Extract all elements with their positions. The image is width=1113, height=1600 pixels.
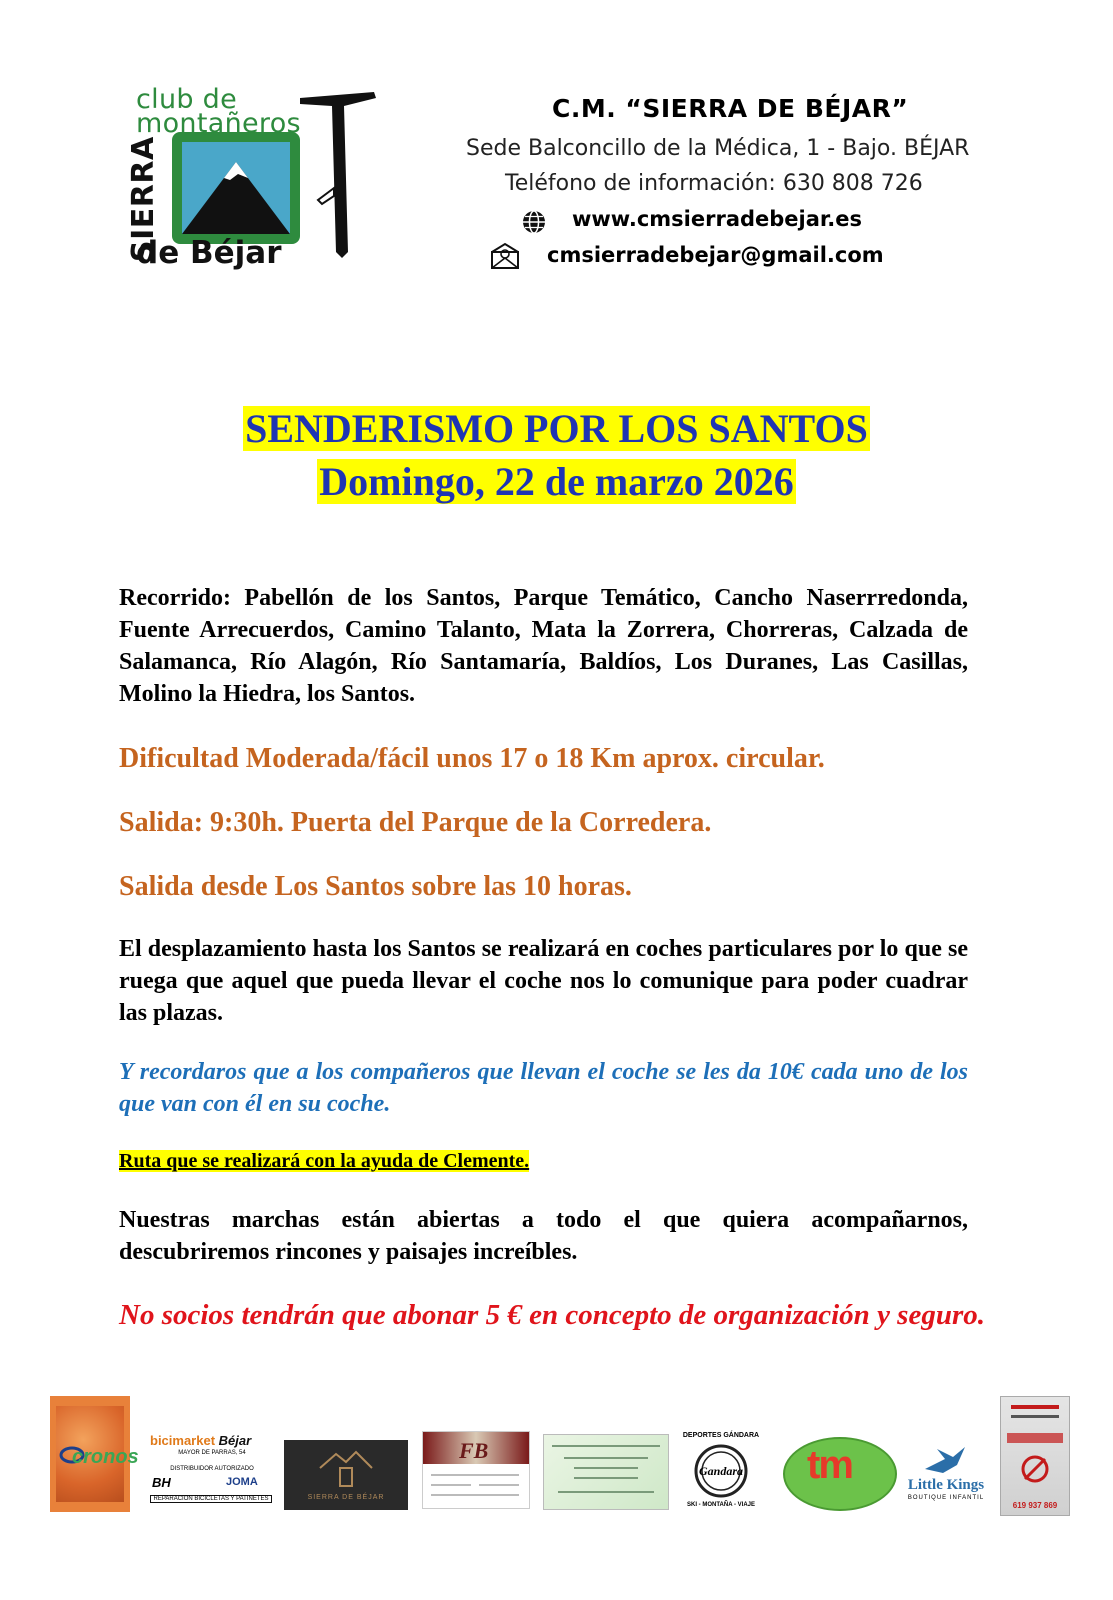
tm-logo-text: tm [807,1443,852,1487]
club-phone: Teléfono de información: 630 808 726 [505,171,923,196]
event-date [0,458,1113,506]
bicimarket-distributor: DISTRIBUIDOR AUTORIZADO [170,1466,254,1472]
sponsor-little-kings [899,1445,993,1505]
globe-icon [521,209,547,235]
non-members-fee-text: No socios tendrán que abonar 5 € en concepto de organización y seguro. [119,1299,986,1331]
sponsor-sierra-de-bejar-shop [284,1440,408,1510]
sponsor-cronos [50,1396,139,1512]
bicimarket-city: Béjar [218,1433,252,1448]
sierra-shop-name: SIERRA DE BÉJAR [307,1494,385,1501]
club-address: Sede Balconcillo de la Médica, 1 - Bajo. BÉJAR [466,136,970,161]
logo-club-text [136,84,301,139]
logo-sierra-text: SIERRA [126,136,161,262]
logo-line-1: club de [136,84,238,115]
logo-bejar-text: de Béjar [136,235,282,271]
sponsor-fb [422,1431,530,1509]
sponsor-personal-care-card [543,1434,669,1510]
sponsor-tm [783,1437,893,1507]
rafael-phone: 619 937 869 [1012,1501,1058,1510]
little-kings-bird-icon [923,1445,967,1477]
bicimarket-joma-brand: JOMA [226,1476,258,1488]
event-title-text: SENDERISMO POR LOS SANTOS [245,406,868,451]
club-email-link[interactable]: cmsierradebejar@gmail.com [547,243,884,267]
sponsor-deportes-gandara [678,1432,764,1512]
sponsor-bicimarket [150,1433,274,1508]
club-website-link[interactable]: www.cmsierradebejar.es [572,207,862,231]
bicimarket-address: MAYOR DE PARRAS, 54 [178,1450,246,1456]
difficulty-text: Dificultad Moderada/fácil unos 17 o 18 Km aprox. circular. [119,743,825,774]
club-name: C.M. “SIERRA DE BÉJAR” [552,94,909,123]
sierra-shop-mountain-icon [316,1446,376,1490]
event-title [0,405,1113,453]
bicimarket-name: bicimarket [150,1433,216,1448]
cronos-logo-text: cronos [72,1446,139,1468]
gandara-name: Gandara [698,1464,743,1478]
open-marches-text: Nuestras marchas están abiertas a todo el que quiera acompañarnos, descubriremos rincones y paisajes increíbles. [119,1207,968,1265]
email-icon [490,242,520,270]
gandara-bottom-text: SKI - MONTAÑA - VIAJE [686,1502,755,1508]
little-kings-name: Little Kings [907,1477,985,1493]
fb-logo-text: FB [459,1438,489,1463]
guide-text-highlight: Ruta que se realizará con la ayuda de Clemente. [119,1150,530,1172]
event-date-text: Domingo, 22 de marzo 2026 [319,459,794,504]
bicimarket-logo [150,1433,251,1448]
transport-text: El desplazamiento hasta los Santos se realizará en coches particulares por lo que se ruega que aquel que pueda llevar el coche nos lo comunique para poder cuadrar las plazas. [119,936,968,1026]
logo-line-2: montañeros [136,108,301,139]
guide-text [119,1150,529,1173]
sponsor-rafael-flyer [1000,1396,1070,1516]
gandara-top-text: DEPORTES GÁNDARA [682,1432,760,1439]
rafael-logo-icon [1021,1455,1049,1483]
little-kings-subtitle: BOUTIQUE INFANTIL [907,1495,985,1501]
bicimarket-bh-brand: BH [152,1475,171,1490]
car-reminder-text: Y recordaros que a los compañeros que llevan el coche se les da 10€ cada uno de los que van con él en su coche. [119,1059,968,1117]
route-description: Recorrido: Pabellón de los Santos, Parque Temático, Cancho Naserrredonda, Fuente Arrecuerdos, Camino Talanto, Mata la Zorrera, Chorreras, Calzada de Salamanca, Río Alagón, Río Santamaría, Baldíos, Los Duranes, Las Casillas, Molino la Hiedra, los Santos. [119,585,968,707]
bicimarket-repair-text: REPARACION BICICLETAS Y PATINETES [150,1495,272,1503]
departure-los-santos-text: Salida desde Los Santos sobre las 10 horas. [119,871,632,902]
departure-text: Salida: 9:30h. Puerta del Parque de la Corredera. [119,807,712,838]
